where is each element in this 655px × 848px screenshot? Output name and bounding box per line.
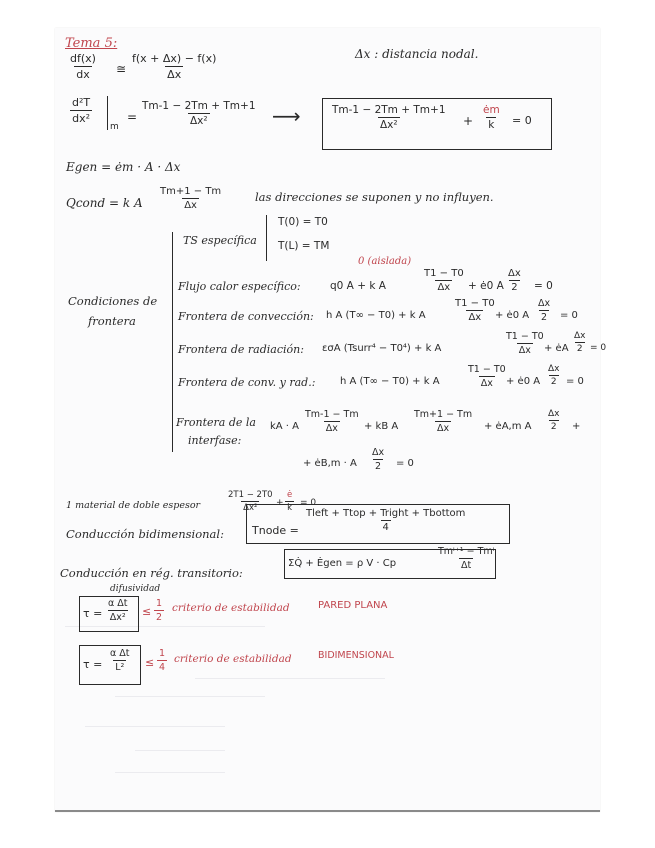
interfase-t2: + kB A <box>364 421 399 432</box>
crit2-frac: $\frac{\text{α Δt}}{\text{L²}}$ <box>110 648 130 673</box>
interfase-label-2: interfase: <box>188 434 242 447</box>
interfase-line2: + ėB,m · A <box>303 458 357 469</box>
interfase-frac3: $\frac{\Delta x}{2}$ <box>548 409 560 432</box>
interfase-frac2: $\frac{Tm+1 - Tm}{\Delta x}$ <box>414 409 473 434</box>
crit1-lhs: τ = <box>83 607 103 620</box>
convrad-mid: + ė0 A <box>506 376 541 387</box>
deriv2-eq: = <box>127 110 138 124</box>
doble-end: = 0 <box>300 498 317 508</box>
crit1-le: ≤ <box>142 605 152 618</box>
arrow-icon: ⟶ <box>272 104 301 128</box>
flujo-frac: $\frac{T1 - T0}{\Delta x}$ <box>424 268 464 293</box>
interfase-frac1: $\frac{Tm-1 - Tm}{\Delta x}$ <box>305 409 359 434</box>
conveccion-label: Frontera de convección: <box>178 310 314 323</box>
interfase-t4: + <box>572 421 581 432</box>
crit1-limit: $\frac{1}{2}$ <box>156 598 163 623</box>
flujo-end: = 0 <box>534 280 553 292</box>
crit2-le: ≤ <box>145 656 155 669</box>
eval-bar <box>107 96 108 130</box>
qcond-lhs: Qcond = k A <box>66 196 143 210</box>
flujo-terms: q0 A + k A <box>330 280 386 292</box>
flujo-frac2: $\frac{\Delta x}{2}$ <box>508 268 521 293</box>
radiacion-label: Frontera de radiación: <box>178 343 304 356</box>
cond-label-1: Condiciones de <box>68 294 158 308</box>
deriv2-lhs: $\frac{\text{d²T}}{\text{dx²}}$ <box>72 96 91 125</box>
convrad-end: = 0 <box>566 376 584 387</box>
radiacion-mid: + ėA <box>544 343 569 354</box>
ts-eq2: T(L) = TM <box>278 240 330 252</box>
radiacion-end: = 0 <box>590 343 607 353</box>
boxed-frac2: $\frac{ėm}{k}$ <box>483 104 500 131</box>
crit1-type: PARED PLANA <box>318 600 388 611</box>
doble-label: 1 material de doble espesor <box>66 500 201 511</box>
conveccion-terms: h A (T∞ − T0) + k A <box>326 310 426 321</box>
ts-eq1: T(0) = T0 <box>278 216 328 228</box>
conveccion-frac2: $\frac{\Delta x}{2}$ <box>538 298 551 323</box>
convrad-frac2: $\frac{\Delta x}{2}$ <box>548 364 560 387</box>
page-title: Tema 5: <box>65 36 118 51</box>
approx-sign: ≅ <box>116 62 127 76</box>
radiacion-terms: εσA (Tsurr⁴ − T0⁴) + k A <box>322 343 442 354</box>
transit-frac: Tmⁱ⁺¹ − Tmⁱ Δt <box>438 546 495 571</box>
doble-mid: + <box>276 498 284 508</box>
egen-eq: Egen = ėm · A · Δx <box>66 160 181 174</box>
deriv2-rhs: $\frac{Tm-1 - 2Tm + Tm+1}{\text{Δx²}}$ <box>142 100 256 127</box>
crit2-limit: $\frac{1}{4}$ <box>159 648 166 673</box>
ts-label: TS específica <box>183 234 257 247</box>
interfase-label-1: Frontera de la <box>176 416 256 429</box>
crit1-frac: $\frac{\text{α Δt}}{\text{Δx²}}$ <box>108 598 128 623</box>
crit2-text: criterio de estabilidad <box>174 653 292 665</box>
bidim-label: Conducción bidimensional: <box>66 527 224 541</box>
ts-bracket <box>266 215 267 261</box>
interfase-t1: kA · A <box>270 421 300 432</box>
radiacion-frac2: $\frac{\Delta x}{2}$ <box>574 331 586 354</box>
boxed-frac1: $\frac{Tm-1 - 2Tm + Tm+1}{\text{Δx²}}$ <box>332 104 446 131</box>
frontera-bracket <box>172 232 173 452</box>
interfase-frac4: $\frac{\Delta x}{2}$ <box>372 447 385 472</box>
transit-lhs: ΣQ̇ + Ėgen = ρ V · Cp <box>288 558 397 569</box>
crit2-lhs: τ = <box>83 658 103 671</box>
bidim-frac: Tleft + Ttop + Tright + Tbottom 4 <box>306 508 466 533</box>
radiacion-frac: $\frac{T1 - T0}{\Delta x}$ <box>506 331 544 356</box>
difusividad-note: difusividad <box>110 584 161 594</box>
crit1-text: criterio de estabilidad <box>172 602 290 614</box>
conveccion-mid: + ė0 A <box>495 310 530 321</box>
doble-frac: $\frac{2T1 - 2T0}{\text{Δx²}}$ <box>228 490 273 513</box>
boxed-plus: + <box>463 114 474 128</box>
cond-label-2: frontera <box>88 314 136 328</box>
boxed-rhs: = 0 <box>512 114 532 127</box>
interfase-t3: + ėA,m A <box>484 421 532 432</box>
bidim-lhs: Tnode = <box>252 524 299 537</box>
qcond-frac: $\frac{Tm+1 - Tm}{\Delta x}$ <box>160 186 222 211</box>
dx-note: Δx : distancia nodal. <box>355 47 479 61</box>
deriv1-rhs: $\frac{f(x + \Delta x) - f(x)}{\Delta x}$ <box>132 52 217 81</box>
flujo-label: Flujo calor específico: <box>178 280 301 293</box>
transit-label: Conducción en rég. transitorio: <box>60 566 243 580</box>
flujo-mid: + ė0 A <box>468 280 504 292</box>
eval-sub: m <box>110 122 119 132</box>
doble-frac2: $\frac{ė}{k}$ <box>287 490 293 513</box>
qcond-note: las direcciones se suponen y no influyen. <box>255 190 494 204</box>
crit2-type: BIDIMENSIONAL <box>318 650 394 661</box>
convrad-label: Frontera de conv. y rad.: <box>178 376 316 389</box>
interfase-end: = 0 <box>396 458 414 469</box>
conveccion-frac: $\frac{T1 - T0}{\Delta x}$ <box>455 298 495 323</box>
convrad-terms: h A (T∞ − T0) + k A <box>340 376 440 387</box>
aislada-note: 0 (aislada) <box>358 256 412 267</box>
convrad-frac: $\frac{T1 - T0}{\Delta x}$ <box>468 364 506 389</box>
conveccion-end: = 0 <box>560 310 578 321</box>
deriv1-lhs: $\frac{df(x)}{dx}$ <box>70 52 96 81</box>
